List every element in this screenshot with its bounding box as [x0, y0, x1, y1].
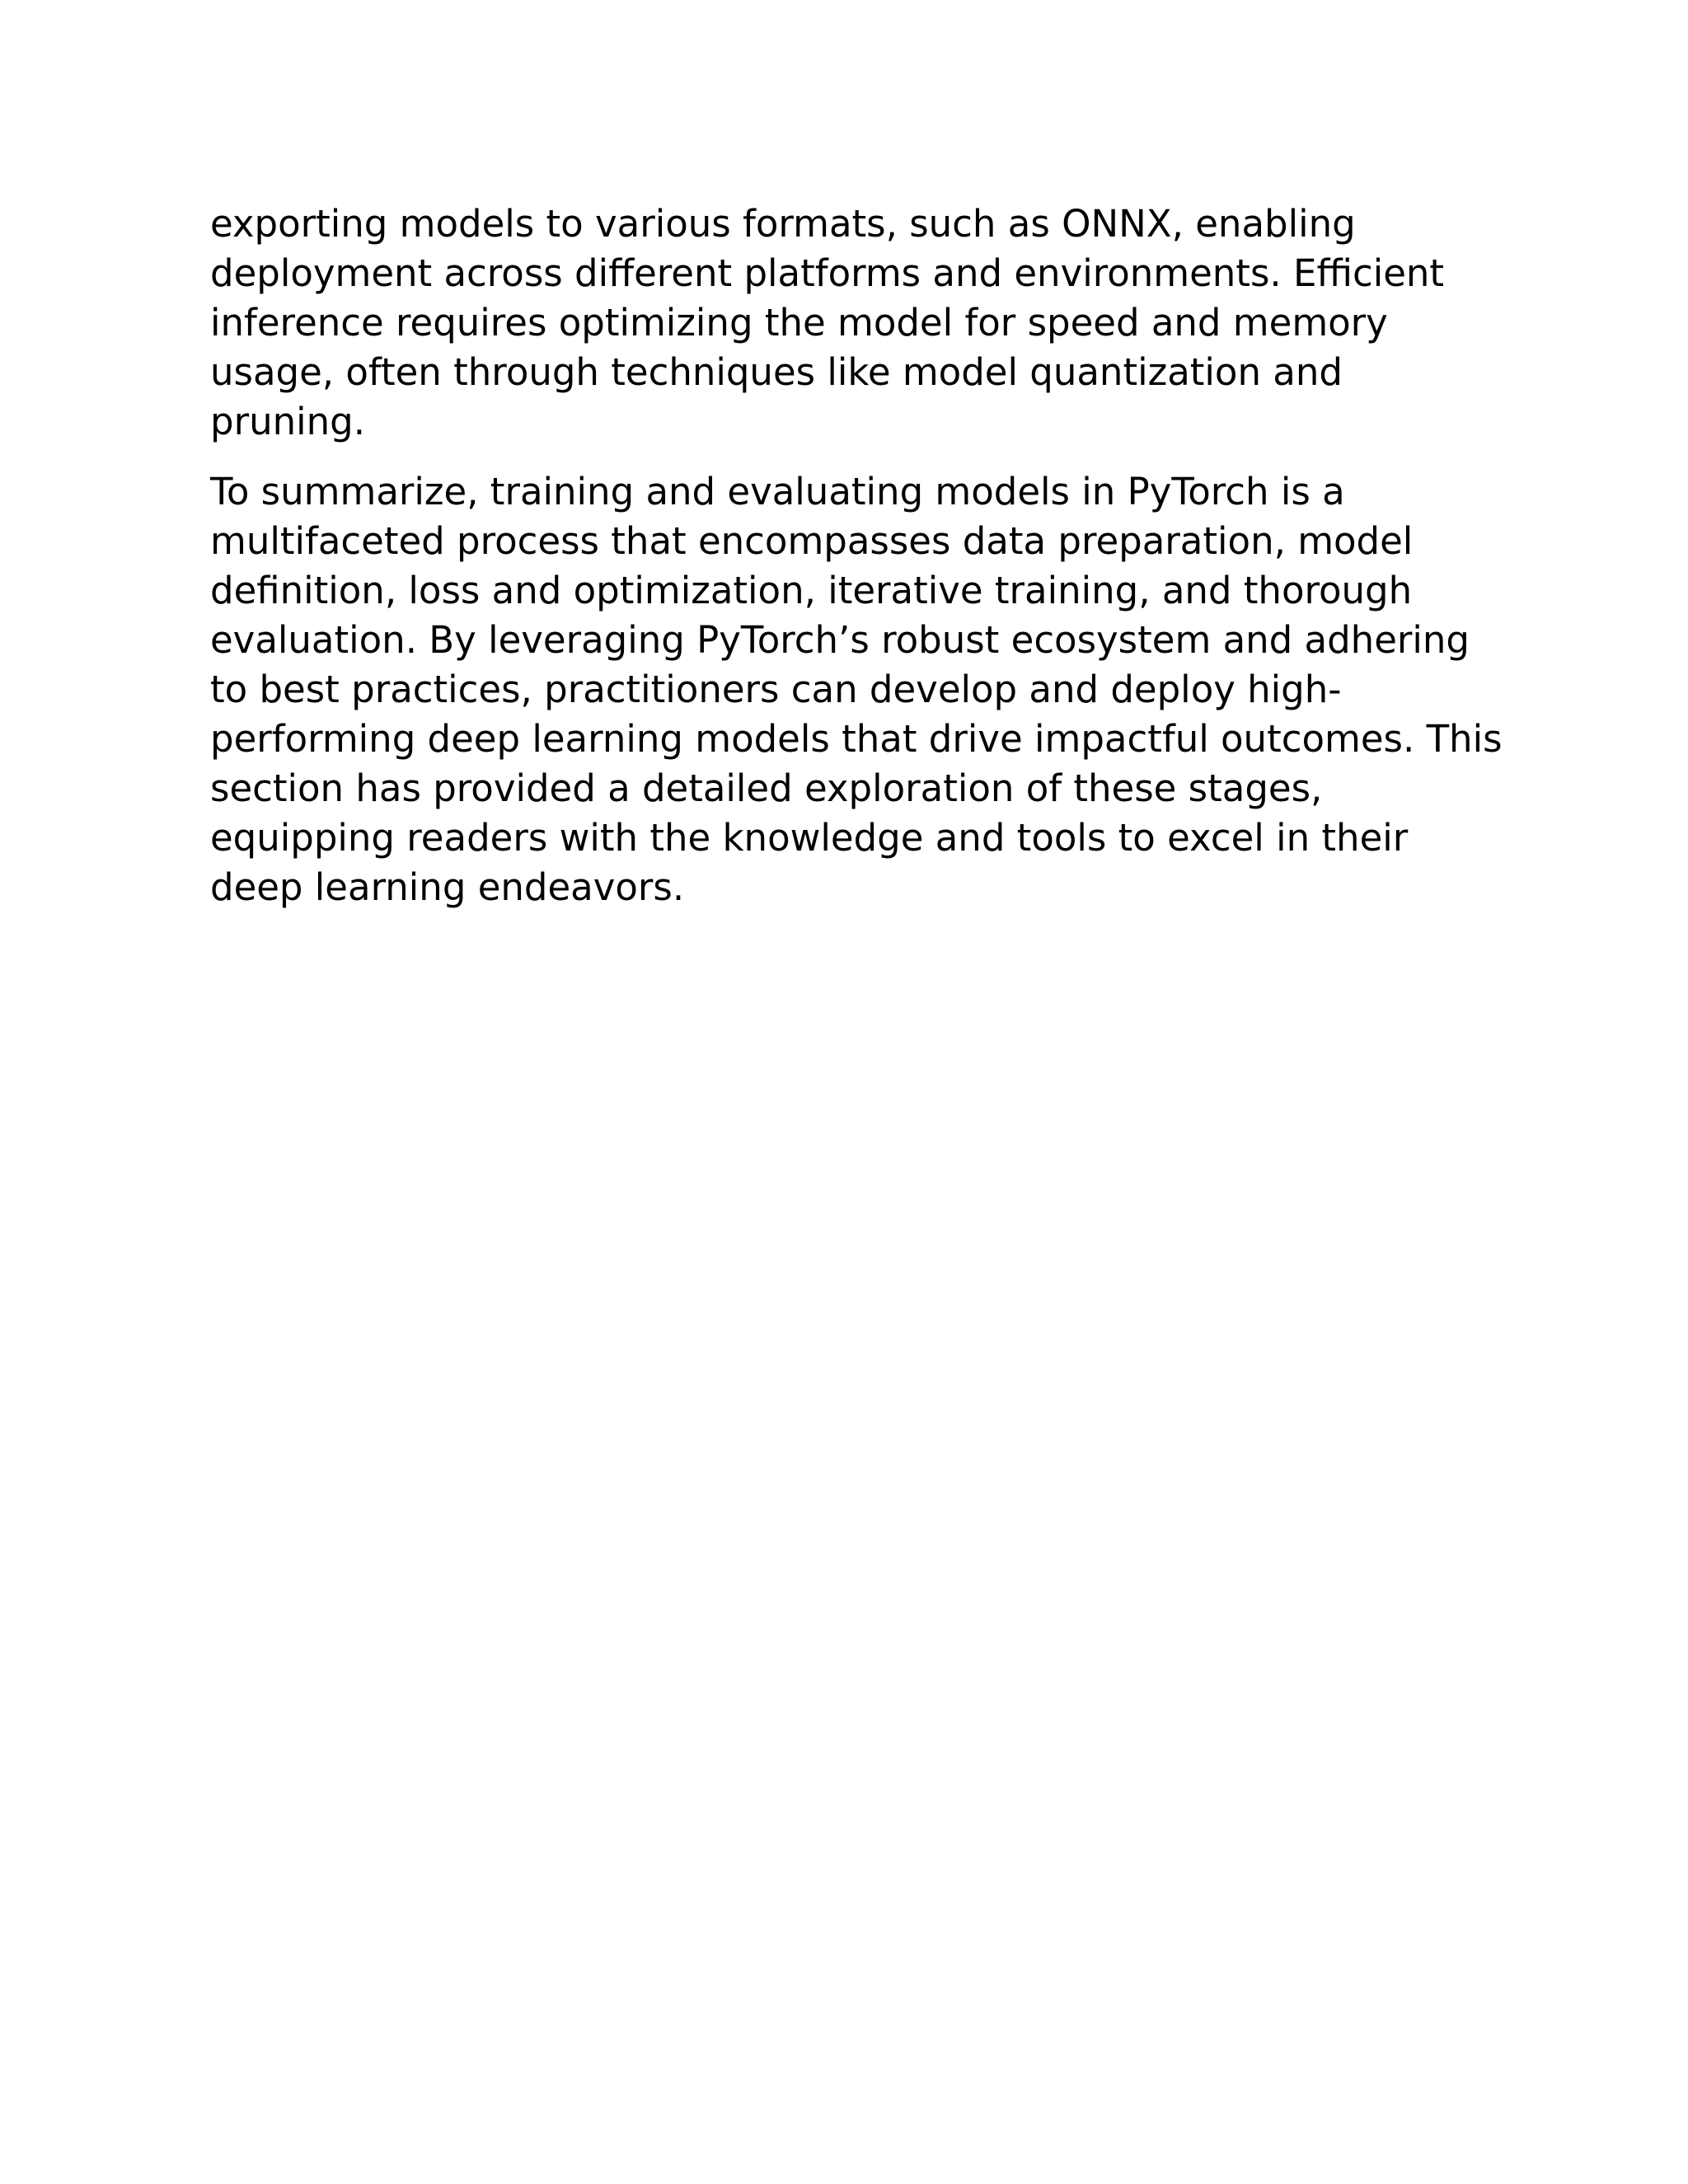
text-line: pruning.	[210, 400, 365, 443]
text-line: performing deep learning models that drive impactful outcomes. This	[210, 717, 1503, 761]
text-line: definition, loss and optimization, iterative training, and thorough	[210, 569, 1413, 612]
text-line: equipping readers with the knowledge and tools to excel in their	[210, 816, 1409, 860]
text-line: to best practices, practitioners can develop and deploy high-	[210, 668, 1342, 711]
text-line: exporting models to various formats, such as ONNX, enabling	[210, 202, 1356, 246]
text-line: deep learning endeavors.	[210, 865, 685, 909]
paragraph-summary	[210, 467, 1503, 912]
text-line: evaluation. By leveraging PyTorch’s robust ecosystem and adhering	[210, 618, 1470, 662]
text-line: section has provided a detailed exploration of these stages,	[210, 766, 1323, 810]
body-text	[210, 199, 1503, 912]
text-line: inference requires optimizing the model for speed and memory	[210, 301, 1388, 344]
paragraph-export-inference	[210, 199, 1496, 447]
text-line: To summarize, training and evaluating models in PyTorch is a	[210, 470, 1345, 513]
text-line: usage, often through techniques like model quantization and	[210, 350, 1343, 394]
text-line: multifaceted process that encompasses data preparation, model	[210, 519, 1414, 563]
text-line: deployment across different platforms and environments. Efficient	[210, 251, 1445, 295]
